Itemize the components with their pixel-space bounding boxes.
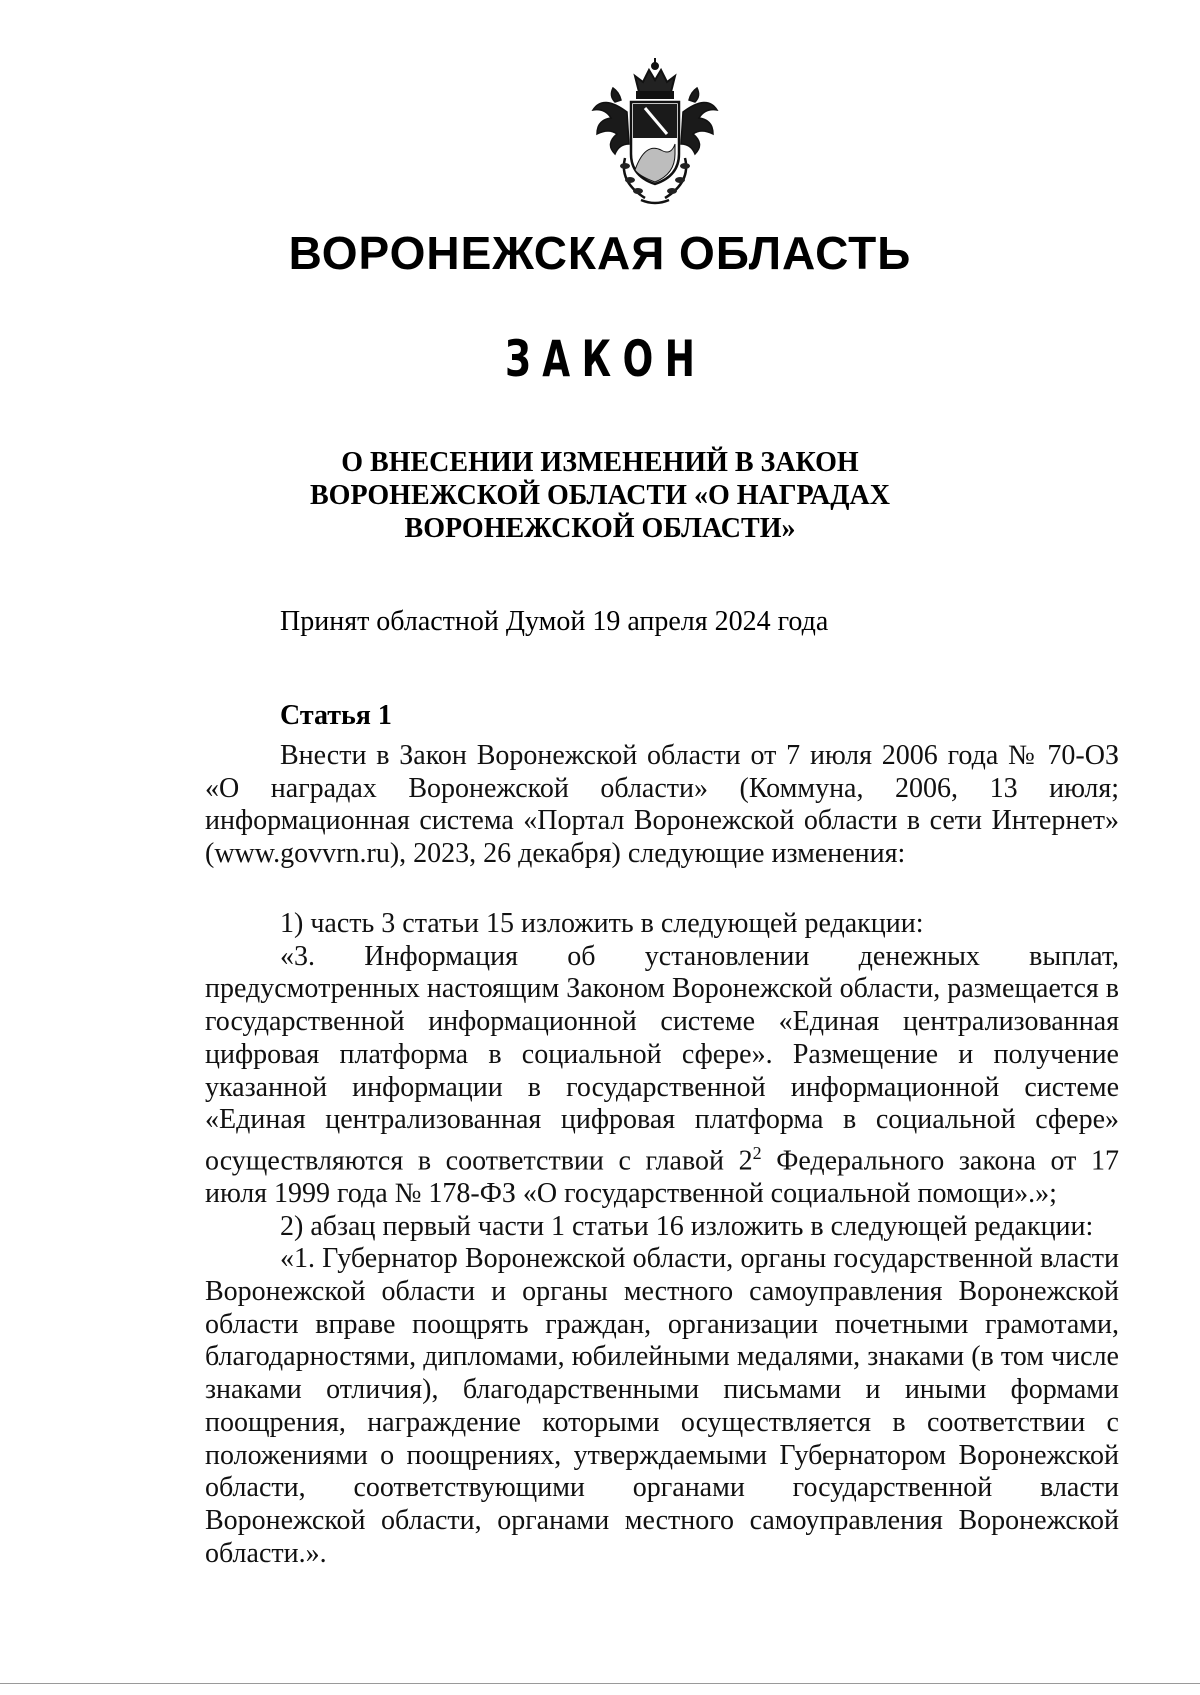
- amendment-quote-1: [205, 941, 1119, 1211]
- page-bottom-divider: [0, 1683, 1200, 1684]
- amendment-quote-2: «1. Губернатор Воронежской области, органы государственной власти Воронежской области и органы местного самоуправления Воронежской области вправе поощрять граждан, организации почетными грамотами, благодарностями, дипломами, юбилейными медалями, знаками (в том числе знаками отличия), благодарственными письмами и иными формами поощрения, награждение которыми осуществляется в соответствии с положениями о поощрениях, утверждаемыми Губернатором Воронежской области, соответствующими органами государственной власти Воронежской области, органами местного самоуправления Воронежской области.».: [205, 1243, 1119, 1569]
- law-subtitle: [200, 446, 1000, 545]
- region-title: ВОРОНЕЖСКАЯ ОБЛАСТЬ: [288, 227, 912, 279]
- law-subtitle-line: О ВНЕСЕНИИ ИЗМЕНЕНИЙ В ЗАКОН: [341, 447, 859, 478]
- document-type-title: ЗАКОН: [505, 330, 707, 388]
- amendment-quote-1-text-end: Федерального закона от 17 июля 1999 года № 178-ФЗ «О государственной социальной помощи».»;: [205, 1145, 1119, 1209]
- amendment-item-1: 1) часть 3 статьи 15 изложить в следующей редакции:: [280, 908, 924, 939]
- article-heading: Статья 1: [280, 700, 392, 731]
- coat-of-arms-icon: [575, 58, 735, 208]
- article-intro-paragraph: Внести в Закон Воронежской области от 7 июля 2006 года № 70-ОЗ «О наградах Воронежской области» (Коммуна, 2006, 13 июля; информационная система «Портал Воронежской области в сети Интернет» (www.govvrn.ru), 2023, 26 декабря) следующие изменения:: [205, 740, 1119, 870]
- amendment-quote-1-text: «3. Информация об установлении денежных выплат, предусмотренных настоящим Законом Воронежской области, размещается в государственной информационной системе «Единая централизованная цифровая платформа в социальной сфере». Размещение и получение указанной информации в государственной информационной системе «Единая централизованная цифровая платформа в социальной сфере» осуществляются в соответствии с главой 2: [205, 940, 1119, 1177]
- law-subtitle-line: ВОРОНЕЖСКОЙ ОБЛАСТИ»: [404, 513, 796, 544]
- law-subtitle-line: ВОРОНЕЖСКОЙ ОБЛАСТИ «О НАГРАДАХ: [309, 480, 890, 511]
- chapter-superscript: 2: [752, 1142, 762, 1163]
- article-amendments-block: [205, 908, 1119, 1570]
- article-intro-block: [205, 740, 1119, 871]
- amendment-item-2: 2) абзац первый части 1 статьи 16 изложить в следующей редакции:: [280, 1210, 1094, 1242]
- adoption-date-line: Принят областной Думой 19 апреля 2024 года: [280, 606, 829, 637]
